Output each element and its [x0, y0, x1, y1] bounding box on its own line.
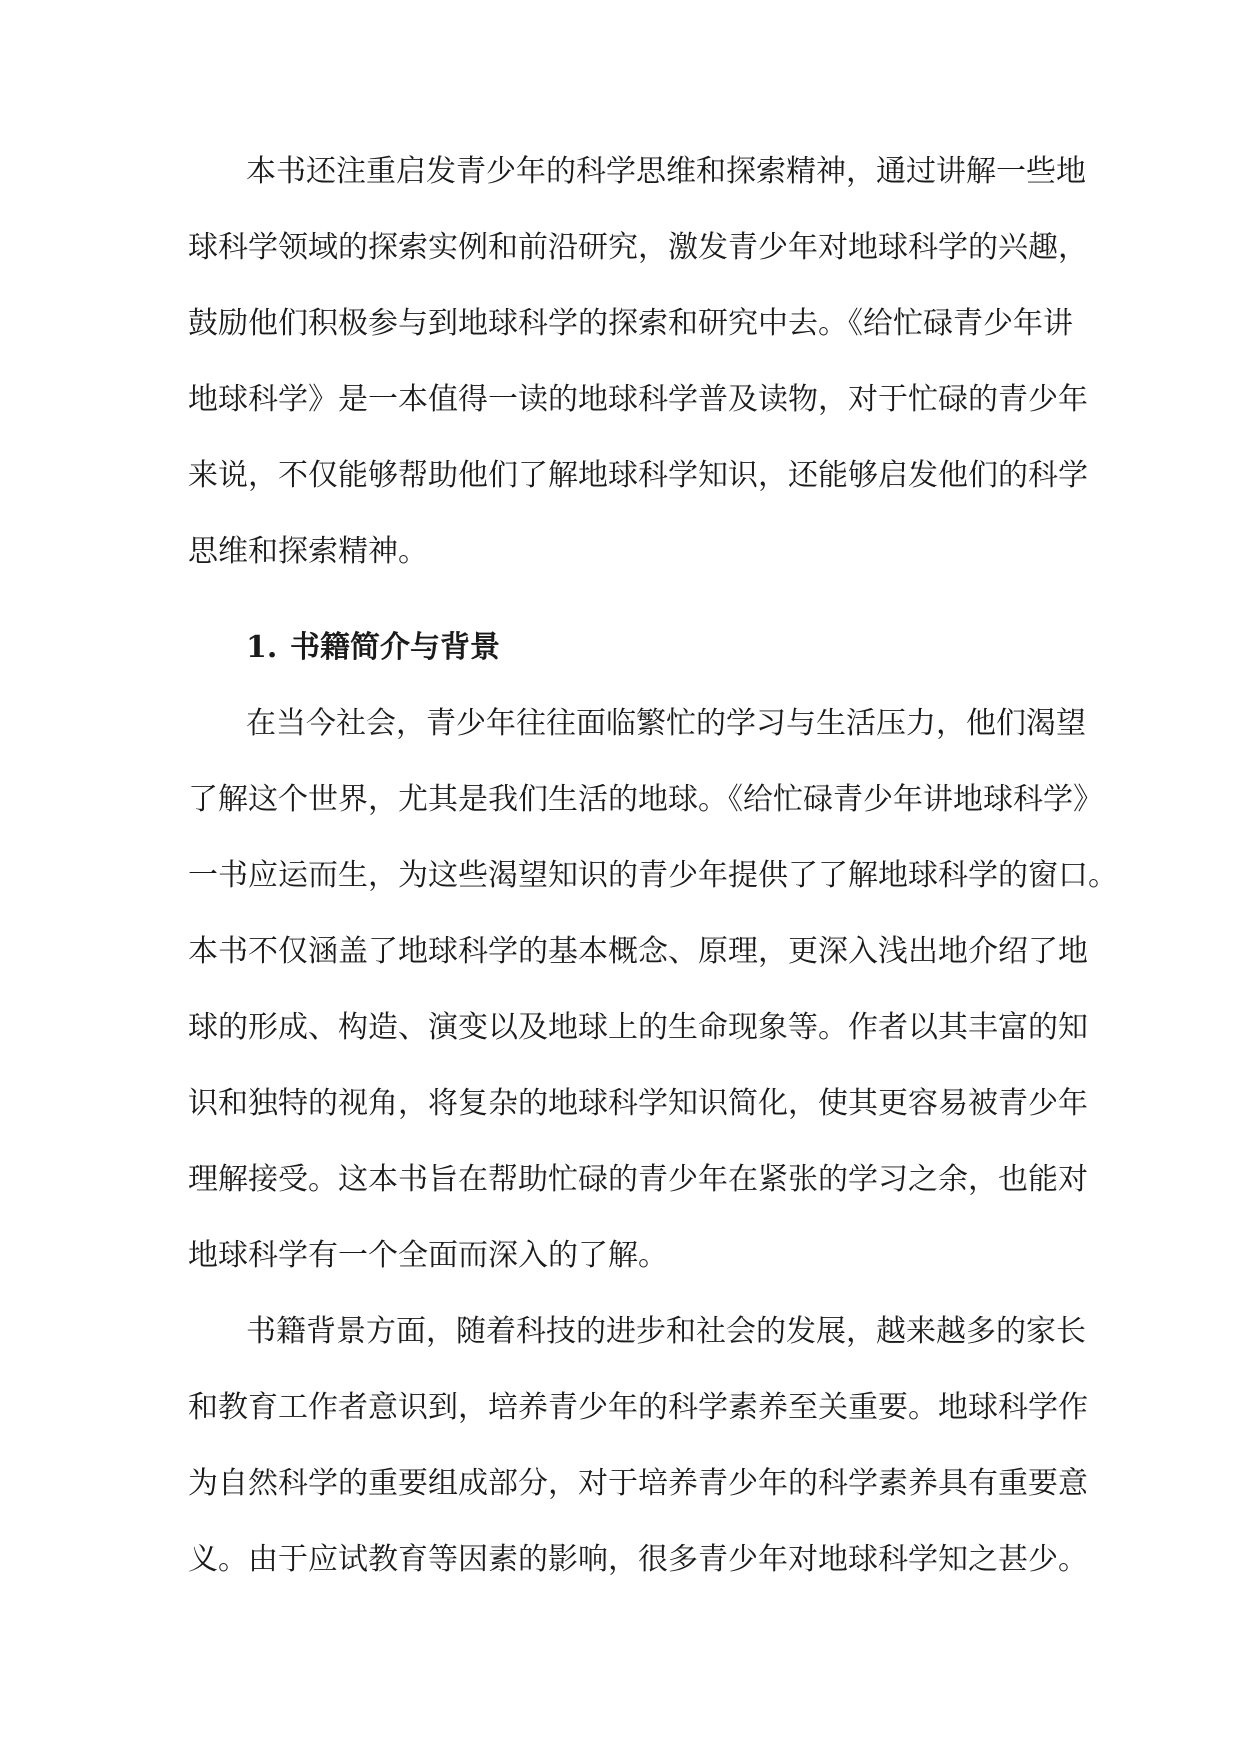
paragraph-line: 义。由于应试教育等因素的影响，很多青少年对地球科学知之甚少。 — [188, 1542, 1088, 1577]
paragraph-line: 来说，不仅能够帮助他们了解地球科学知识，还能够启发他们的科学 — [188, 458, 1088, 493]
paragraph-line: 和教育工作者意识到，培养青少年的科学素养至关重要。地球科学作 — [188, 1390, 1088, 1425]
paragraph-line: 球的形成、构造、演变以及地球上的生命现象等。作者以其丰富的知 — [188, 1010, 1088, 1045]
paragraph-line: 本书还注重启发青少年的科学思维和探索精神，通过讲解一些地 — [246, 154, 1086, 189]
paragraph-line: 了解这个世界，尤其是我们生活的地球。《给忙碌青少年讲地球科学》 — [188, 782, 1103, 817]
paragraph-line: 球科学领域的探索实例和前沿研究，激发青少年对地球科学的兴趣， — [188, 230, 1088, 265]
paragraph-line: 鼓励他们积极参与到地球科学的探索和研究中去。《给忙碌青少年讲 — [188, 306, 1073, 341]
paragraph-line: 理解接受。这本书旨在帮助忙碌的青少年在紧张的学习之余，也能对 — [188, 1162, 1088, 1197]
paragraph-book-background — [188, 1310, 1088, 1614]
section-gap — [188, 606, 1052, 626]
paragraph-line: 思维和探索精神。 — [188, 534, 428, 569]
paragraph-line: 书籍背景方面，随着科技的进步和社会的发展，越来越多的家长 — [246, 1314, 1086, 1349]
paragraph-background-intro — [188, 702, 1118, 1310]
paragraph-line: 地球科学有一个全面而深入的了解。 — [188, 1238, 668, 1273]
section-heading — [188, 626, 1052, 702]
paragraph-line: 本书不仅涵盖了地球科学的基本概念、原理，更深入浅出地介绍了地 — [188, 934, 1088, 969]
paragraph-line: 一书应运而生，为这些渴望知识的青少年提供了了解地球科学的窗口。 — [188, 858, 1118, 893]
document-page — [188, 150, 1118, 1614]
paragraph-line: 识和独特的视角，将复杂的地球科学知识简化，使其更容易被青少年 — [188, 1086, 1088, 1121]
section-number: 1. — [246, 630, 278, 665]
paragraph-line: 为自然科学的重要组成部分，对于培养青少年的科学素养具有重要意 — [188, 1466, 1088, 1501]
paragraph-line: 在当今社会，青少年往往面临繁忙的学习与生活压力，他们渴望 — [246, 706, 1086, 741]
paragraph-line: 地球科学》是一本值得一读的地球科学普及读物，对于忙碌的青少年 — [188, 382, 1088, 417]
paragraph-intro — [188, 150, 1088, 606]
section-title: 书籍简介与背景 — [290, 630, 500, 665]
